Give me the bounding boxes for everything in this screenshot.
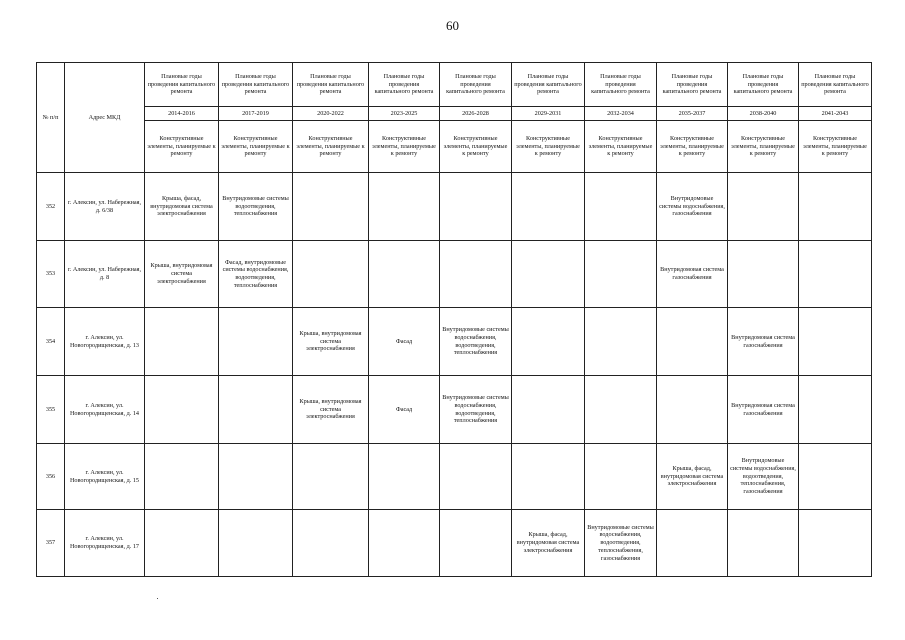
row-cell: Внутридомовые системы водоснабжения, водоотведения, теплоснабжения, газоснабжения bbox=[728, 444, 799, 510]
row-cell bbox=[657, 308, 728, 376]
row-cell bbox=[799, 308, 872, 376]
row-cell bbox=[440, 173, 512, 241]
row-cell bbox=[585, 308, 657, 376]
period-elements: Конструктивные элементы, планируемые к ремонту bbox=[369, 121, 440, 173]
row-cell: Внутридомовые системы водоснабжения, газоснабжения bbox=[657, 173, 728, 241]
row-cell bbox=[440, 241, 512, 308]
row-cell: Фасад, внутридомовые системы водоснабжения, водоотведения, теплоснабжения bbox=[219, 241, 293, 308]
row-cell: Внутридомовые системы водоснабжения, водоотведения, теплоснабжения bbox=[440, 376, 512, 444]
period-title: Плановые годы проведения капитального ремонта bbox=[293, 63, 369, 107]
row-cell bbox=[512, 444, 585, 510]
row-cell bbox=[728, 173, 799, 241]
row-number: 355 bbox=[37, 376, 65, 444]
period-title: Плановые годы проведения капитального ремонта bbox=[728, 63, 799, 107]
row-cell bbox=[293, 241, 369, 308]
row-cell bbox=[145, 510, 219, 577]
period-years: 2032-2034 bbox=[585, 107, 657, 121]
period-years: 2023-2025 bbox=[369, 107, 440, 121]
row-cell bbox=[799, 241, 872, 308]
period-title: Плановые годы проведения капитального ремонта bbox=[145, 63, 219, 107]
row-cell bbox=[293, 510, 369, 577]
row-cell bbox=[369, 173, 440, 241]
row-cell: Внутридомовая система газоснабжения bbox=[657, 241, 728, 308]
row-cell bbox=[585, 376, 657, 444]
row-cell bbox=[145, 376, 219, 444]
row-address: г. Алексин, ул. Новогородищенская, д. 15 bbox=[65, 444, 145, 510]
period-elements: Конструктивные элементы, планируемые к ремонту bbox=[440, 121, 512, 173]
period-elements: Конструктивные элементы, планируемые к ремонту bbox=[219, 121, 293, 173]
row-address: г. Алексин, ул. Набережная, д. 6/38 bbox=[65, 173, 145, 241]
period-elements: Конструктивные элементы, планируемые к ремонту bbox=[145, 121, 219, 173]
row-cell bbox=[657, 376, 728, 444]
row-cell bbox=[219, 376, 293, 444]
address-header: Адрес МКД bbox=[65, 63, 145, 173]
period-years: 2020-2022 bbox=[293, 107, 369, 121]
row-cell: Фасад bbox=[369, 308, 440, 376]
period-years: 2017-2019 bbox=[219, 107, 293, 121]
row-cell bbox=[440, 444, 512, 510]
period-years: 2035-2037 bbox=[657, 107, 728, 121]
period-elements: Конструктивные элементы, планируемые к ремонту bbox=[512, 121, 585, 173]
row-cell bbox=[219, 308, 293, 376]
period-elements: Конструктивные элементы, планируемые к ремонту bbox=[799, 121, 872, 173]
table-row bbox=[37, 376, 872, 444]
row-cell bbox=[219, 510, 293, 577]
row-cell bbox=[145, 308, 219, 376]
num-header: № п/п bbox=[37, 63, 65, 173]
table-row bbox=[37, 444, 872, 510]
row-cell bbox=[293, 173, 369, 241]
period-years: 2026-2028 bbox=[440, 107, 512, 121]
period-title: Плановые годы проведения капитального ремонта bbox=[512, 63, 585, 107]
capital-repair-table bbox=[36, 62, 872, 577]
row-cell bbox=[512, 376, 585, 444]
scan-speck bbox=[157, 598, 158, 599]
row-address: г. Алексин, ул. Набережная, д. 8 bbox=[65, 241, 145, 308]
row-cell: Внутридомовая система газоснабжения bbox=[728, 376, 799, 444]
period-years: 2041-2043 bbox=[799, 107, 872, 121]
period-title: Плановые годы проведения капитального ремонта bbox=[440, 63, 512, 107]
row-cell bbox=[369, 241, 440, 308]
header-elements-row bbox=[37, 121, 872, 173]
table-row bbox=[37, 308, 872, 376]
row-cell: Внутридомовые системы водоотведения, теплоснабжения bbox=[219, 173, 293, 241]
row-cell: Крыша, внутридомовая система электроснабжения bbox=[145, 241, 219, 308]
period-title: Плановые годы проведения капитального ремонта bbox=[585, 63, 657, 107]
row-cell bbox=[219, 444, 293, 510]
header-years-row bbox=[37, 107, 872, 121]
row-number: 356 bbox=[37, 444, 65, 510]
row-cell: Фасад bbox=[369, 376, 440, 444]
period-years: 2038-2040 bbox=[728, 107, 799, 121]
period-elements: Конструктивные элементы, планируемые к ремонту bbox=[293, 121, 369, 173]
row-cell bbox=[728, 510, 799, 577]
row-address: г. Алексин, ул. Новогородищенская, д. 14 bbox=[65, 376, 145, 444]
header-title-row bbox=[37, 63, 872, 107]
row-cell bbox=[799, 173, 872, 241]
row-cell: Крыша, фасад, внутридомовая система электроснабжения bbox=[145, 173, 219, 241]
row-cell bbox=[585, 173, 657, 241]
row-cell: Крыша, фасад, внутридомовая система электроснабжения bbox=[657, 444, 728, 510]
table-row bbox=[37, 241, 872, 308]
row-cell: Внутридомовые системы водоснабжения, водоотведения, теплоснабжения, газоснабжения bbox=[585, 510, 657, 577]
table-row bbox=[37, 510, 872, 577]
period-elements: Конструктивные элементы, планируемые к ремонту bbox=[657, 121, 728, 173]
row-cell: Внутридомовая система газоснабжения bbox=[728, 308, 799, 376]
row-address: г. Алексин, ул. Новогородищенская, д. 17 bbox=[65, 510, 145, 577]
row-number: 354 bbox=[37, 308, 65, 376]
period-title: Плановые годы проведения капитального ремонта bbox=[219, 63, 293, 107]
row-number: 353 bbox=[37, 241, 65, 308]
period-title: Плановые годы проведения капитального ремонта bbox=[369, 63, 440, 107]
row-cell: Крыша, внутридомовая система электроснабжения bbox=[293, 308, 369, 376]
row-cell bbox=[799, 376, 872, 444]
row-cell bbox=[512, 308, 585, 376]
row-cell bbox=[585, 444, 657, 510]
period-title: Плановые годы проведения капитального ремонта bbox=[799, 63, 872, 107]
row-number: 357 bbox=[37, 510, 65, 577]
row-cell bbox=[369, 510, 440, 577]
row-number: 352 bbox=[37, 173, 65, 241]
period-years: 2029-2031 bbox=[512, 107, 585, 121]
row-cell bbox=[145, 444, 219, 510]
row-cell bbox=[293, 444, 369, 510]
row-cell bbox=[369, 444, 440, 510]
row-cell bbox=[799, 510, 872, 577]
row-cell: Внутридомовые системы водоснабжения, водоотведения, теплоснабжения bbox=[440, 308, 512, 376]
page-number: 60 bbox=[446, 18, 459, 33]
row-cell: Крыша, внутридомовая система электроснабжения bbox=[293, 376, 369, 444]
period-elements: Конструктивные элементы, планируемые к ремонту bbox=[728, 121, 799, 173]
row-cell: Крыша, фасад, внутридомовая система электроснабжения bbox=[512, 510, 585, 577]
period-title: Плановые годы проведения капитального ремонта bbox=[657, 63, 728, 107]
row-cell bbox=[728, 241, 799, 308]
period-years: 2014-2016 bbox=[145, 107, 219, 121]
period-elements: Конструктивные элементы, планируемые к ремонту bbox=[585, 121, 657, 173]
table-row bbox=[37, 173, 872, 241]
row-cell bbox=[799, 444, 872, 510]
row-cell bbox=[657, 510, 728, 577]
row-address: г. Алексин, ул. Новогородищенская, д. 13 bbox=[65, 308, 145, 376]
row-cell bbox=[585, 241, 657, 308]
row-cell bbox=[512, 173, 585, 241]
row-cell bbox=[512, 241, 585, 308]
row-cell bbox=[440, 510, 512, 577]
